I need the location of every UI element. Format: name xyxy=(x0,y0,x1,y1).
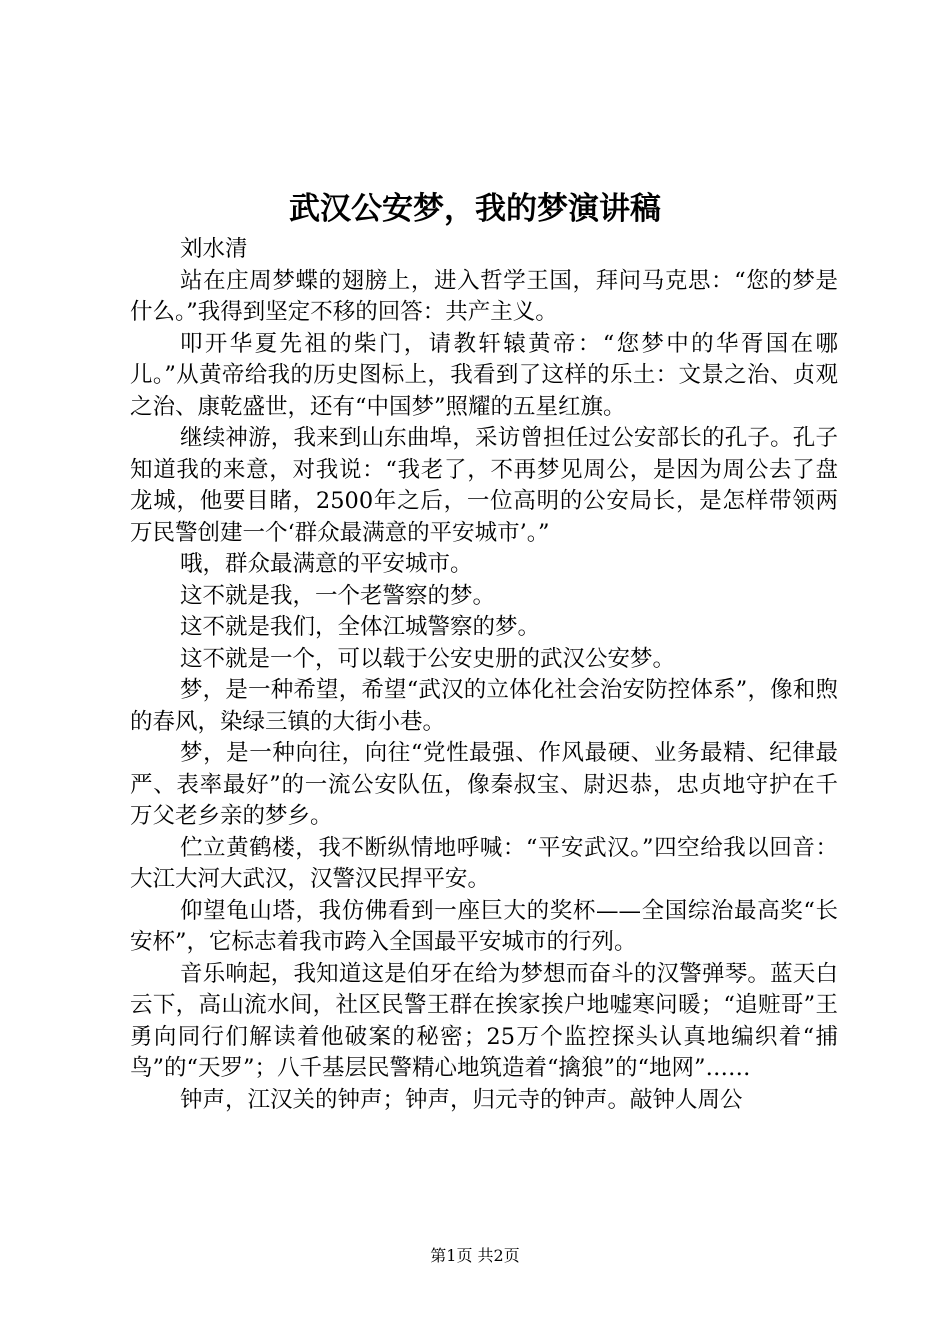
paragraph: 仰望龟山塔，我仿佛看到一座巨大的奖杯——全国综治最高奖“长安杯”，它标志着我市跨入全国最平安城市的行列。 xyxy=(130,897,838,955)
paragraph: 叩开华夏先祖的柴门，请教轩辕黄帝：“您梦中的华胥国在哪儿。”从黄帝给我的历史图标上，我看到了这样的乐土：文景之治、贞观之治、康乾盛世，还有“中国梦”照耀的五星红旗。 xyxy=(130,330,838,420)
paragraph: 这不就是我们，全体江城警察的梦。 xyxy=(180,614,541,640)
author-line: 刘水清 xyxy=(180,236,248,262)
paragraph: 钟声，江汉关的钟声；钟声，归元寺的钟声。敲钟人周公 xyxy=(180,1086,743,1113)
paragraph: 继续神游，我来到山东曲埠，采访曾担任过公安部长的孔子。孔子知道我的来意，对我说：“我老了，不再梦见周公，是因为周公去了盘龙城，他要目睹，2500年之后，一位高明的公安局长，是怎样带领两万民警创建一个‘群众最满意的平安城市’。” xyxy=(130,425,838,546)
paragraph: 这不就是我，一个老警察的梦。 xyxy=(180,582,496,609)
paragraph: 音乐响起，我知道这是伯牙在给为梦想而奋斗的汉警弹琴。蓝天白云下，高山流水间，社区民警王群在挨家挨户地嘘寒问暖；“追赃哥”王勇向同行们解读着他破案的秘密；25万个监控探头认真地编织着“捕鸟”的“天罗”；八千基层民警精心地筑造着“擒狼”的“地网”…… xyxy=(130,960,838,1081)
paragraph: 梦，是一种希望，希望“武汉的立体化社会治安防控体系”，像和煦的春风，染绿三镇的大街小巷。 xyxy=(130,677,838,735)
document-title: 武汉公安梦，我的梦演讲稿 xyxy=(289,191,661,227)
document-body xyxy=(130,234,838,1116)
paragraph: 站在庄周梦蝶的翅膀上，进入哲学王国，拜问马克思：“您的梦是什么。”我得到坚定不移的回答：共产主义。 xyxy=(130,267,838,325)
paragraph: 这不就是一个，可以载于公安史册的武汉公安梦。 xyxy=(180,645,676,672)
page-footer: 第1页 共2页 xyxy=(430,1246,520,1265)
paragraph: 梦，是一种向往，向往“党性最强、作风最硬、业务最精、纪律最严、表率最好”的一流公安队伍，像秦叔宝、尉迟恭，忠贞地守护在千万父老乡亲的梦乡。 xyxy=(130,740,838,829)
paragraph: 哦，群众最满意的平安城市。 xyxy=(180,551,473,577)
paragraph: 伫立黄鹤楼，我不断纵情地呼喊：“平安武汉。”四空给我以回音：大江大河大武汉，汉警汉民捍平安。 xyxy=(130,834,838,892)
